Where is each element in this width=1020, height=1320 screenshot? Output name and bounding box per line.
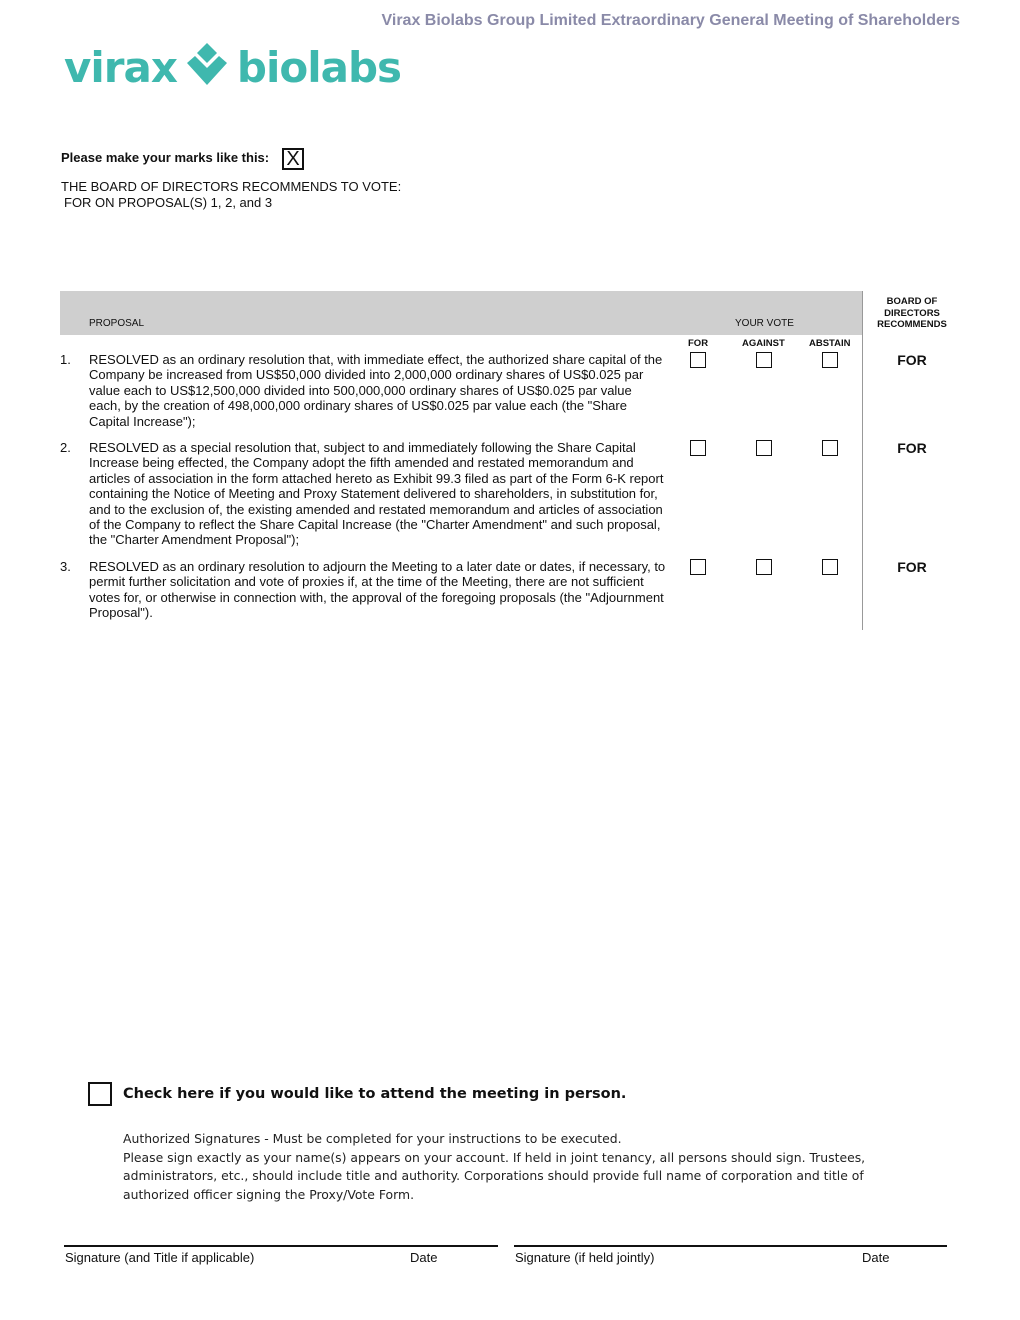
signature-primary-label: Signature (and Title if applicable) [65,1250,255,1265]
signature-joint-date-label: Date [862,1250,890,1265]
proposal-3-text: RESOLVED as an ordinary resolution to adjourn the Meeting to a later date or dates, if necessary, to permit further solicitation and vote of proxies if, at the time of the Meeting, there are not sufficient votes for, or otherwise in connection with, the approval of the foregoing proposals (the "Adjournment Proposal"). [89,559,666,621]
diamond-logo-icon [183,43,231,93]
vote-option-against-label: AGAINST [742,338,785,349]
proposal-1-board-recommendation: FOR [897,352,927,368]
authorized-signatures-heading: Authorized Signatures - Must be completed for your instructions to be executed. [123,1131,622,1146]
proposal-1-against-checkbox[interactable] [756,352,772,368]
authorized-signatures-text [123,1130,883,1204]
board-header-line: RECOMMENDS [877,319,947,330]
logo-word-right: biolabs [236,43,402,92]
proposal-1-text: RESOLVED as an ordinary resolution that, with immediate effect, the authorized share capital of the Company be increased from US$50,000 divided into 2,000,000 ordinary shares of US$0.025 par value each to US$12,500,000 divided into 500,000,000 ordinary shares of US$0.025 par value each, by the creation of 498,000,000 ordinary shares of US$0.025 par value each (the "Share Capital Increase"); [89,352,663,429]
attend-in-person-label: Check here if you would like to attend the meeting in person. [123,1086,627,1102]
proposal-3-number: 3. [60,559,71,574]
signature-joint-label: Signature (if held jointly) [515,1250,655,1265]
proposal-column-header: PROPOSAL [89,318,145,329]
proposal-3-board-recommendation: FOR [897,559,927,575]
marks-example-box: X [282,148,304,170]
signature-primary-date-label: Date [410,1250,438,1265]
proposal-2-text: RESOLVED as a special resolution that, subject to and immediately following the Share Capital Increase being effected, the Company adopt the fifth amended and restated memorandum and articles of association in the form attached hereto as Exhibit 99.3 filed as part of the Form 6-K report containing the Notice of Meeting and Proxy Statement delivered to shareholders, in substitution for, and to the exclusion of, the existing amended and restated memorandum and articles of association of the Company to reflect the Share Capital Increase (the "Charter Amendment" and such proposal, the "Charter Amendment Proposal"); [89,440,664,548]
proposal-3-for-checkbox[interactable] [690,559,706,575]
proposal-1-abstain-checkbox[interactable] [822,352,838,368]
your-vote-column-header: YOUR VOTE [735,318,794,329]
vote-option-abstain-label: ABSTAIN [809,338,851,349]
proposal-2-number: 2. [60,440,71,455]
proposal-2-against-checkbox[interactable] [756,440,772,456]
proposal-2-for-checkbox[interactable] [690,440,706,456]
proposal-3-against-checkbox[interactable] [756,559,772,575]
signing-instructions: Please sign exactly as your name(s) appears on your account. If held in joint tenancy, all persons should sign. Trustees, administrators, etc., should include title and authority. Corporations should provide full name of corporation and title of authorized officer signing the Proxy/Vote Form. [123,1149,866,1202]
attend-in-person-checkbox[interactable] [88,1082,112,1106]
board-recommendation-heading: THE BOARD OF DIRECTORS RECOMMENDS TO VOTE: [61,179,402,194]
proposal-2-abstain-checkbox[interactable] [822,440,838,456]
signature-line-primary[interactable] [64,1245,498,1247]
board-header-line: BOARD OF [886,296,938,307]
vote-option-for-label: FOR [688,338,709,349]
company-logo [64,42,401,94]
board-recommends-column-header [866,296,958,331]
proposal-2-board-recommendation: FOR [897,440,927,456]
marks-instruction: Please make your marks like this: [61,150,270,165]
proposal-1-for-checkbox[interactable] [690,352,706,368]
board-recommendation-detail: FOR ON PROPOSAL(S) 1, 2, and 3 [64,195,273,210]
signature-line-joint[interactable] [514,1245,947,1247]
proposal-3-abstain-checkbox[interactable] [822,559,838,575]
form-header-title: Virax Biolabs Group Limited Extraordinary General Meeting of Shareholders [381,12,960,29]
proposal-1-number: 1. [60,352,71,367]
table-vertical-divider [862,291,863,630]
logo-word-left: virax [64,43,177,92]
board-header-line: DIRECTORS [884,307,940,319]
